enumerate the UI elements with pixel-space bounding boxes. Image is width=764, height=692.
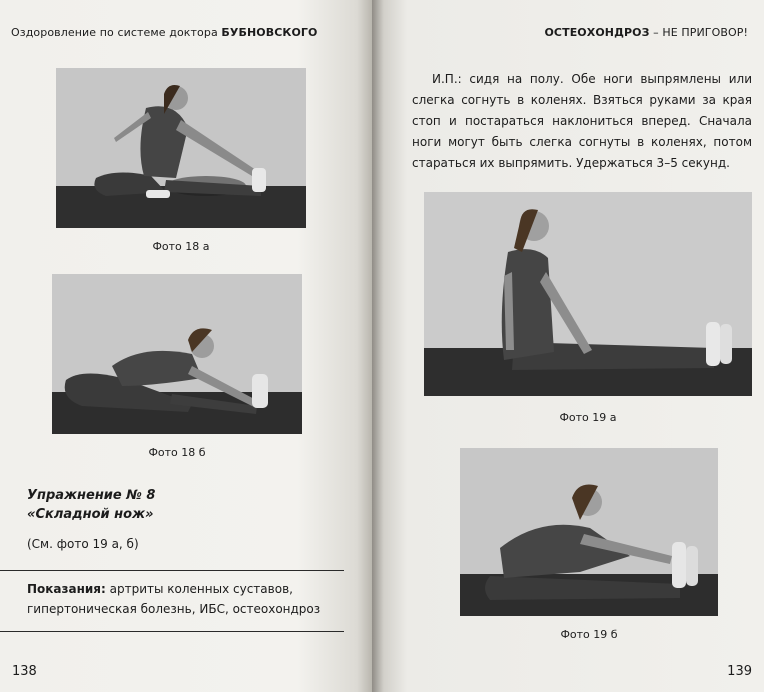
exercise-name: «Складной нож» [27,507,154,522]
indications-label: Показания: [27,582,106,596]
exercise-photo-reference: (См. фото 19 а, б) [27,537,139,551]
indications-text: артриты коленных суставов, гипертоническая болезнь, ИБС, остеохондроз [27,582,321,616]
left-running-head [11,26,317,39]
caption-19b: Фото 19 б [560,628,618,641]
left-page [0,0,372,692]
indications-bottom-rule [0,631,344,632]
photo-18a-image [56,68,306,228]
photo-19a-image [424,192,752,396]
right-page [372,0,764,692]
caption-19a: Фото 19 а [559,411,617,424]
right-running-head [544,26,748,39]
photo-19b-image [460,448,718,616]
page-number-right: 139 [727,664,752,679]
indications-top-rule [0,570,344,571]
photo-18b [52,274,302,434]
running-head-author: БУБНОВСКОГО [221,26,318,39]
caption-18b: Фото 18 б [148,446,206,459]
indications-block [27,579,337,619]
caption-18a: Фото 18 а [152,240,210,253]
photo-18a [56,68,306,228]
running-head-prefix: Оздоровление по системе доктора [11,26,218,39]
photo-19a [424,192,752,396]
photo-18b-image [52,274,302,434]
running-head-title: ОСТЕОХОНДРОЗ [544,26,650,39]
photo-19b [460,448,718,616]
running-head-subtitle: – НЕ ПРИГОВОР! [649,26,748,39]
exercise-title [27,486,155,524]
page-number-left: 138 [12,664,37,679]
exercise-description: И.П.: сидя на полу. Обе ноги выпрямлены или слегка согнуть в коленях. Взяться руками за края стоп и постараться наклониться вперед. Сначала ноги могут быть слегка согнуты в коленях, потом стараться их выпрямить. Удержаться 3–5 секунд. [412,72,752,170]
exercise-number: Упражнение № 8 [27,488,156,503]
